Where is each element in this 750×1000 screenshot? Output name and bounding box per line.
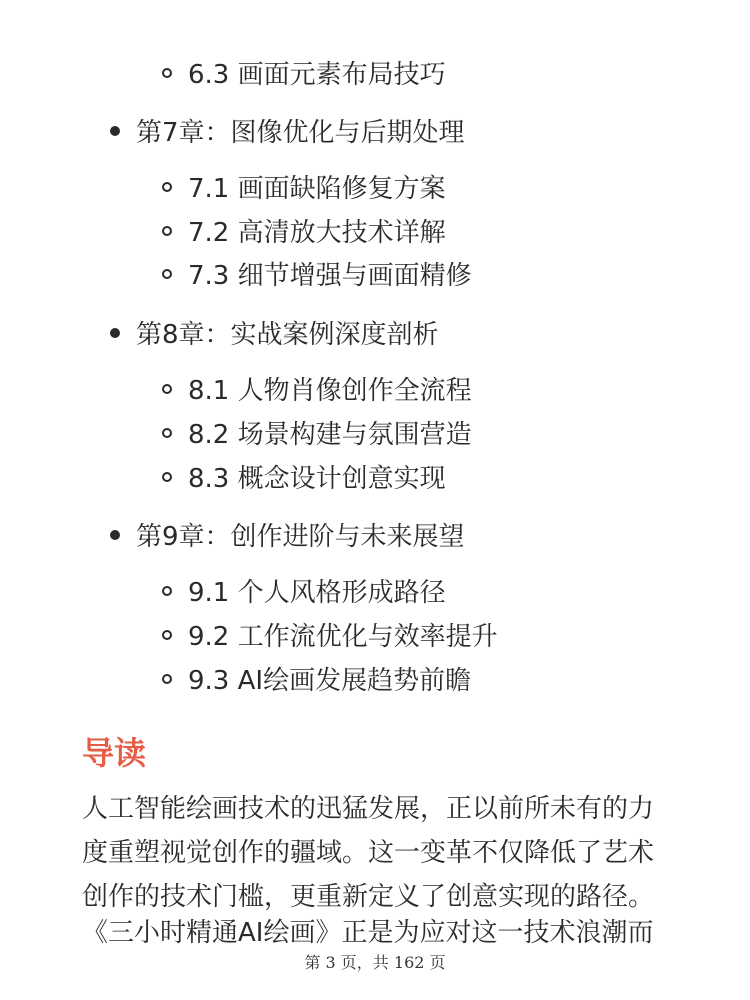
circle-bullet-icon: [162, 226, 172, 236]
chapter-label: 第7章：图像优化与后期处理: [136, 118, 465, 148]
chapter-7-item: [110, 112, 465, 149]
chapter-8-item: [110, 314, 439, 351]
outline-item-7-2: [162, 212, 446, 249]
outline-item-8-2: [162, 414, 472, 451]
circle-bullet-icon: [162, 182, 172, 192]
page-number: 第 3 页，共 162 页: [304, 953, 446, 972]
circle-bullet-icon: [162, 68, 172, 78]
section-heading: 导读: [82, 734, 147, 772]
paragraph-line: 度重塑视觉创作的疆域。这一变革不仅降低了艺术: [82, 838, 655, 868]
outline-item-label: 7.3 细节增强与画面精修: [188, 261, 472, 291]
circle-bullet-icon: [162, 674, 172, 684]
outline-item-6-3: [162, 54, 446, 91]
chapter-9-item: [110, 516, 465, 553]
outline-item-7-3: [162, 255, 472, 292]
disc-bullet-icon: [110, 530, 120, 540]
outline-item-8-3: [162, 458, 446, 495]
outline-item-8-1: [162, 370, 472, 407]
outline-item-label: 8.3 概念设计创意实现: [188, 464, 446, 494]
outline-item-label: 7.2 高清放大技术详解: [188, 218, 446, 248]
outline-item-label: 8.1 人物肖像创作全流程: [188, 376, 472, 406]
outline-item-label: 9.2 工作流优化与效率提升: [188, 622, 498, 652]
outline-item-9-3: [162, 660, 471, 697]
outline-item-9-2: [162, 616, 498, 653]
outline-item-label: 6.3 画面元素布局技巧: [188, 60, 446, 90]
paragraph-line: 《三小时精通AI绘画》正是为应对这一技术浪潮而: [82, 918, 654, 948]
circle-bullet-icon: [162, 472, 172, 482]
circle-bullet-icon: [162, 586, 172, 596]
circle-bullet-icon: [162, 384, 172, 394]
outline-item-9-1: [162, 572, 446, 609]
circle-bullet-icon: [162, 630, 172, 640]
circle-bullet-icon: [162, 428, 172, 438]
outline-item-label: 9.3 AI绘画发展趋势前瞻: [188, 666, 472, 696]
paragraph-line: 人工智能绘画技术的迅猛发展，正以前所未有的力: [82, 794, 655, 824]
paragraph-line: 创作的技术门槛，更重新定义了创意实现的路径。: [82, 882, 655, 912]
disc-bullet-icon: [110, 126, 120, 136]
outline-item-label: 7.1 画面缺陷修复方案: [188, 174, 446, 204]
chapter-label: 第8章：实战案例深度剖析: [136, 320, 439, 350]
outline-item-7-1: [162, 168, 446, 205]
outline-item-label: 9.1 个人风格形成路径: [188, 578, 446, 608]
circle-bullet-icon: [162, 269, 172, 279]
chapter-label: 第9章：创作进阶与未来展望: [136, 522, 465, 552]
outline-item-label: 8.2 场景构建与氛围营造: [188, 420, 472, 450]
disc-bullet-icon: [110, 328, 120, 338]
